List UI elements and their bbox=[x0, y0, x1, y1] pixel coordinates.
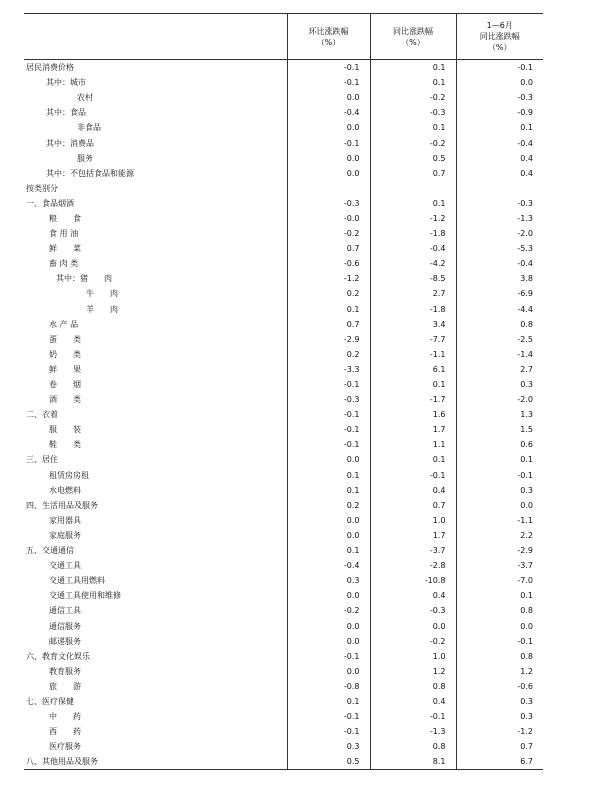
ytd-value: -6.9 bbox=[456, 286, 543, 301]
header-ytd-title: 1—6月 同比涨跌幅 bbox=[479, 21, 520, 41]
ytd-value: -0.6 bbox=[456, 679, 543, 694]
ytd-value: 0.6 bbox=[456, 437, 543, 452]
row-label: 西 药 bbox=[49, 727, 81, 737]
mom-value: 0.0 bbox=[287, 513, 370, 528]
yoy-value: 0.0 bbox=[370, 618, 456, 633]
row-label: 医疗服务 bbox=[49, 742, 81, 752]
table-row bbox=[24, 332, 543, 347]
table-body bbox=[24, 60, 543, 770]
table-row bbox=[24, 286, 543, 301]
yoy-value: -1.8 bbox=[370, 302, 456, 317]
mom-value: -0.1 bbox=[287, 422, 370, 437]
ytd-value: 0.3 bbox=[456, 709, 543, 724]
yoy-value: 3.4 bbox=[370, 317, 456, 332]
mom-value: 0.2 bbox=[287, 347, 370, 362]
row-label: 通信服务 bbox=[49, 621, 81, 631]
mom-value: 0.7 bbox=[287, 241, 370, 256]
row-label: 中 药 bbox=[49, 712, 81, 722]
table-row bbox=[24, 75, 543, 90]
mom-value: 0.3 bbox=[287, 739, 370, 754]
ytd-value: -4.4 bbox=[456, 302, 543, 317]
ytd-value bbox=[456, 181, 543, 196]
yoy-value bbox=[370, 181, 456, 196]
yoy-value: -1.8 bbox=[370, 226, 456, 241]
table-row bbox=[24, 739, 543, 754]
mom-value: -3.3 bbox=[287, 362, 370, 377]
yoy-value: 1.7 bbox=[370, 528, 456, 543]
yoy-value: 0.1 bbox=[370, 452, 456, 467]
table-row bbox=[24, 679, 543, 694]
yoy-value: -1.3 bbox=[370, 724, 456, 739]
table-row bbox=[24, 498, 543, 513]
yoy-value: 1.0 bbox=[370, 513, 456, 528]
yoy-value: 0.1 bbox=[370, 377, 456, 392]
yoy-value: 6.1 bbox=[370, 362, 456, 377]
row-label: 六、教育文化娱乐 bbox=[26, 651, 90, 661]
yoy-value: -0.4 bbox=[370, 241, 456, 256]
table-row bbox=[24, 513, 543, 528]
mom-value: -0.1 bbox=[287, 649, 370, 664]
yoy-value: 0.7 bbox=[370, 498, 456, 513]
row-label: 四、生活用品及服务 bbox=[26, 500, 98, 510]
mom-value: 0.0 bbox=[287, 528, 370, 543]
row-label: 交通工具 bbox=[49, 561, 81, 571]
ytd-value: 2.2 bbox=[456, 528, 543, 543]
mom-value: 0.1 bbox=[287, 483, 370, 498]
header-yoy-title: 同比涨跌幅 bbox=[393, 26, 433, 36]
mom-value: 0.0 bbox=[287, 618, 370, 633]
ytd-value: 0.3 bbox=[456, 377, 543, 392]
ytd-value: 1.3 bbox=[456, 407, 543, 422]
ytd-value: 0.0 bbox=[456, 618, 543, 633]
row-label: 租赁房房租 bbox=[49, 470, 89, 480]
table-row bbox=[24, 347, 543, 362]
mom-value: 0.3 bbox=[287, 573, 370, 588]
mom-value: 0.0 bbox=[287, 634, 370, 649]
yoy-value: 0.4 bbox=[370, 694, 456, 709]
row-label: 交通工具使用和维修 bbox=[49, 591, 121, 601]
table-row bbox=[24, 135, 543, 150]
mom-value: 0.5 bbox=[287, 754, 370, 770]
ytd-value: -1.4 bbox=[456, 347, 543, 362]
row-label: 二、衣着 bbox=[26, 410, 58, 420]
header-yoy-unit: （%） bbox=[401, 37, 425, 47]
row-label: 服务 bbox=[77, 153, 93, 163]
row-label: 按类别分 bbox=[26, 183, 58, 193]
yoy-value: 0.5 bbox=[370, 151, 456, 166]
mom-value: 0.0 bbox=[287, 588, 370, 603]
ytd-value: 0.0 bbox=[456, 498, 543, 513]
mom-value: -0.3 bbox=[287, 196, 370, 211]
yoy-value: -1.7 bbox=[370, 392, 456, 407]
ytd-value: -2.0 bbox=[456, 226, 543, 241]
yoy-value: 1.6 bbox=[370, 407, 456, 422]
mom-value: 0.2 bbox=[287, 286, 370, 301]
ytd-value: -2.5 bbox=[456, 332, 543, 347]
table-row bbox=[24, 724, 543, 739]
mom-value: -0.3 bbox=[287, 392, 370, 407]
yoy-value: -0.2 bbox=[370, 135, 456, 150]
ytd-value: -1.1 bbox=[456, 513, 543, 528]
ytd-value: -1.3 bbox=[456, 211, 543, 226]
table-row bbox=[24, 634, 543, 649]
table-row bbox=[24, 649, 543, 664]
yoy-value: -2.8 bbox=[370, 558, 456, 573]
yoy-value: 1.2 bbox=[370, 664, 456, 679]
yoy-value: 0.4 bbox=[370, 588, 456, 603]
row-label: 交通工具用燃料 bbox=[49, 576, 105, 586]
ytd-value: 0.1 bbox=[456, 452, 543, 467]
table-row bbox=[24, 483, 543, 498]
mom-value: -0.1 bbox=[287, 407, 370, 422]
row-label: 鞋 类 bbox=[49, 440, 81, 450]
yoy-value: -0.2 bbox=[370, 90, 456, 105]
mom-value: -2.9 bbox=[287, 332, 370, 347]
mom-value bbox=[287, 181, 370, 196]
row-label: 其中：消费品 bbox=[46, 138, 94, 148]
yoy-value: -0.3 bbox=[370, 603, 456, 618]
table-row bbox=[24, 422, 543, 437]
ytd-value: 6.7 bbox=[456, 754, 543, 770]
row-label: 通信工具 bbox=[49, 606, 81, 616]
row-label: 水 产 品 bbox=[49, 319, 79, 329]
row-label: 旅 游 bbox=[49, 681, 81, 691]
row-label: 羊 肉 bbox=[86, 304, 118, 314]
table-row bbox=[24, 588, 543, 603]
mom-value: 0.0 bbox=[287, 90, 370, 105]
row-label: 其中：猪 肉 bbox=[56, 274, 112, 284]
row-label: 水电燃料 bbox=[49, 485, 81, 495]
yoy-value: 0.1 bbox=[370, 120, 456, 135]
table-row bbox=[24, 105, 543, 120]
ytd-value: -0.3 bbox=[456, 196, 543, 211]
mom-value: -0.2 bbox=[287, 226, 370, 241]
yoy-value: -0.3 bbox=[370, 105, 456, 120]
header-mom-title: 环比涨跌幅 bbox=[308, 26, 349, 36]
mom-value: 0.1 bbox=[287, 468, 370, 483]
row-label: 非食品 bbox=[77, 123, 101, 133]
table-row bbox=[24, 694, 543, 709]
mom-value: 0.1 bbox=[287, 694, 370, 709]
table-row bbox=[24, 90, 543, 105]
yoy-value: -1.2 bbox=[370, 211, 456, 226]
ytd-value: -0.9 bbox=[456, 105, 543, 120]
row-label: 其中：食品 bbox=[46, 108, 86, 118]
yoy-value: -1.1 bbox=[370, 347, 456, 362]
mom-value: -0.1 bbox=[287, 135, 370, 150]
yoy-value: 8.1 bbox=[370, 754, 456, 770]
row-label: 其中：城市 bbox=[46, 78, 86, 88]
row-label: 食 用 油 bbox=[49, 229, 79, 239]
mom-value: -0.1 bbox=[287, 437, 370, 452]
mom-value: -0.4 bbox=[287, 558, 370, 573]
table-row bbox=[24, 196, 543, 211]
ytd-value: -1.2 bbox=[456, 724, 543, 739]
yoy-value: 1.1 bbox=[370, 437, 456, 452]
row-label: 一、食品烟酒 bbox=[26, 198, 74, 208]
mom-value: -0.1 bbox=[287, 724, 370, 739]
ytd-value: 2.7 bbox=[456, 362, 543, 377]
yoy-value: -7.7 bbox=[370, 332, 456, 347]
mom-value: -0.1 bbox=[287, 60, 370, 76]
table-row bbox=[24, 256, 543, 271]
mom-value: -0.6 bbox=[287, 256, 370, 271]
ytd-value: -7.0 bbox=[456, 573, 543, 588]
table-row bbox=[24, 543, 543, 558]
table-row bbox=[24, 271, 543, 286]
mom-value: 0.0 bbox=[287, 452, 370, 467]
ytd-value: -0.4 bbox=[456, 135, 543, 150]
table-row bbox=[24, 558, 543, 573]
mom-value: -0.8 bbox=[287, 679, 370, 694]
table-row bbox=[24, 241, 543, 256]
table-row bbox=[24, 603, 543, 618]
table-row bbox=[24, 226, 543, 241]
table-row bbox=[24, 573, 543, 588]
table-row bbox=[24, 211, 543, 226]
yoy-value: 0.1 bbox=[370, 75, 456, 90]
ytd-value: -5.3 bbox=[456, 241, 543, 256]
table-row bbox=[24, 437, 543, 452]
yoy-value: 0.8 bbox=[370, 739, 456, 754]
yoy-value: -0.1 bbox=[370, 709, 456, 724]
row-label: 三、居住 bbox=[26, 455, 58, 465]
ytd-value: 1.5 bbox=[456, 422, 543, 437]
mom-value: -0.1 bbox=[287, 709, 370, 724]
yoy-value: 0.8 bbox=[370, 679, 456, 694]
ytd-value: -0.1 bbox=[456, 60, 543, 76]
table-header-row bbox=[24, 14, 543, 60]
ytd-value: 0.0 bbox=[456, 75, 543, 90]
table-row bbox=[24, 754, 543, 770]
mom-value: -0.1 bbox=[287, 377, 370, 392]
table-row bbox=[24, 377, 543, 392]
ytd-value: 0.4 bbox=[456, 166, 543, 181]
mom-value: -1.2 bbox=[287, 271, 370, 286]
ytd-value: 3.8 bbox=[456, 271, 543, 286]
row-label: 八、其他用品及服务 bbox=[24, 754, 287, 770]
header-yoy bbox=[370, 14, 456, 60]
header-label-col bbox=[24, 14, 287, 60]
ytd-value: -0.4 bbox=[456, 256, 543, 271]
table-row bbox=[24, 317, 543, 332]
row-label: 家庭服务 bbox=[49, 530, 81, 540]
ytd-value: -3.7 bbox=[456, 558, 543, 573]
table-row bbox=[24, 120, 543, 135]
ytd-value: 0.4 bbox=[456, 151, 543, 166]
ytd-value: 0.8 bbox=[456, 649, 543, 664]
table-row bbox=[24, 618, 543, 633]
row-label: 农村 bbox=[77, 93, 93, 103]
yoy-value: 0.4 bbox=[370, 483, 456, 498]
mom-value: 0.2 bbox=[287, 498, 370, 513]
ytd-value: 0.8 bbox=[456, 317, 543, 332]
row-label: 五、交通通信 bbox=[26, 546, 74, 556]
ytd-value: 0.3 bbox=[456, 694, 543, 709]
yoy-value: 1.7 bbox=[370, 422, 456, 437]
mom-value: 0.0 bbox=[287, 120, 370, 135]
ytd-value: -0.1 bbox=[456, 634, 543, 649]
mom-value: 0.0 bbox=[287, 166, 370, 181]
mom-value: -0.4 bbox=[287, 105, 370, 120]
ytd-value: -0.1 bbox=[456, 468, 543, 483]
mom-value: -0.1 bbox=[287, 75, 370, 90]
mom-value: 0.7 bbox=[287, 317, 370, 332]
yoy-value: -10.8 bbox=[370, 573, 456, 588]
row-label: 服 装 bbox=[49, 425, 81, 435]
yoy-value: 1.0 bbox=[370, 649, 456, 664]
yoy-value: -3.7 bbox=[370, 543, 456, 558]
mom-value: 0.1 bbox=[287, 543, 370, 558]
header-ytd bbox=[456, 14, 543, 60]
ytd-value: 1.2 bbox=[456, 664, 543, 679]
ytd-value: 0.1 bbox=[456, 120, 543, 135]
ytd-value: 0.7 bbox=[456, 739, 543, 754]
row-label: 教育服务 bbox=[49, 666, 81, 676]
yoy-value: -0.2 bbox=[370, 634, 456, 649]
header-mom bbox=[287, 14, 370, 60]
mom-value: 0.0 bbox=[287, 664, 370, 679]
ytd-value: 0.8 bbox=[456, 603, 543, 618]
cpi-table bbox=[24, 13, 543, 770]
mom-value: 0.1 bbox=[287, 302, 370, 317]
row-label: 家用器具 bbox=[49, 515, 81, 525]
mom-value: -0.2 bbox=[287, 603, 370, 618]
mom-value: -0.0 bbox=[287, 211, 370, 226]
yoy-value: -0.1 bbox=[370, 468, 456, 483]
table-row bbox=[24, 468, 543, 483]
row-label: 卷 烟 bbox=[49, 380, 81, 390]
table-row bbox=[24, 181, 543, 196]
table-row bbox=[24, 407, 543, 422]
row-label: 奶 类 bbox=[49, 349, 81, 359]
table-row bbox=[24, 709, 543, 724]
table-row bbox=[24, 166, 543, 181]
row-label: 其中：不包括食品和能源 bbox=[46, 168, 134, 178]
row-label: 居民消费价格 bbox=[26, 63, 74, 73]
ytd-value: -0.3 bbox=[456, 90, 543, 105]
yoy-value: 0.7 bbox=[370, 166, 456, 181]
row-label: 粮 食 bbox=[49, 213, 81, 223]
ytd-value: 0.1 bbox=[456, 588, 543, 603]
row-label: 酒 类 bbox=[49, 395, 81, 405]
yoy-value: 0.1 bbox=[370, 60, 456, 76]
table-row bbox=[24, 362, 543, 377]
yoy-value: 0.1 bbox=[370, 196, 456, 211]
table-row bbox=[24, 302, 543, 317]
row-label: 牛 肉 bbox=[86, 289, 118, 299]
ytd-value: -2.9 bbox=[456, 543, 543, 558]
yoy-value: -4.2 bbox=[370, 256, 456, 271]
row-label: 邮递服务 bbox=[49, 636, 81, 646]
table-row bbox=[24, 528, 543, 543]
table-row bbox=[24, 452, 543, 467]
row-label: 鲜 果 bbox=[49, 364, 81, 374]
mom-value: 0.0 bbox=[287, 151, 370, 166]
ytd-value: 0.3 bbox=[456, 483, 543, 498]
header-ytd-unit: （%） bbox=[487, 43, 512, 52]
table-row bbox=[24, 664, 543, 679]
yoy-value: 2.7 bbox=[370, 286, 456, 301]
row-label: 蛋 类 bbox=[49, 334, 81, 344]
row-label: 鲜 菜 bbox=[49, 244, 81, 254]
table-row bbox=[24, 60, 543, 76]
yoy-value: -8.5 bbox=[370, 271, 456, 286]
table-row bbox=[24, 392, 543, 407]
header-mom-unit: （%） bbox=[316, 37, 341, 47]
row-label: 七、医疗保健 bbox=[26, 696, 74, 706]
table-row bbox=[24, 151, 543, 166]
ytd-value: -2.0 bbox=[456, 392, 543, 407]
row-label: 畜 肉 类 bbox=[49, 259, 79, 269]
